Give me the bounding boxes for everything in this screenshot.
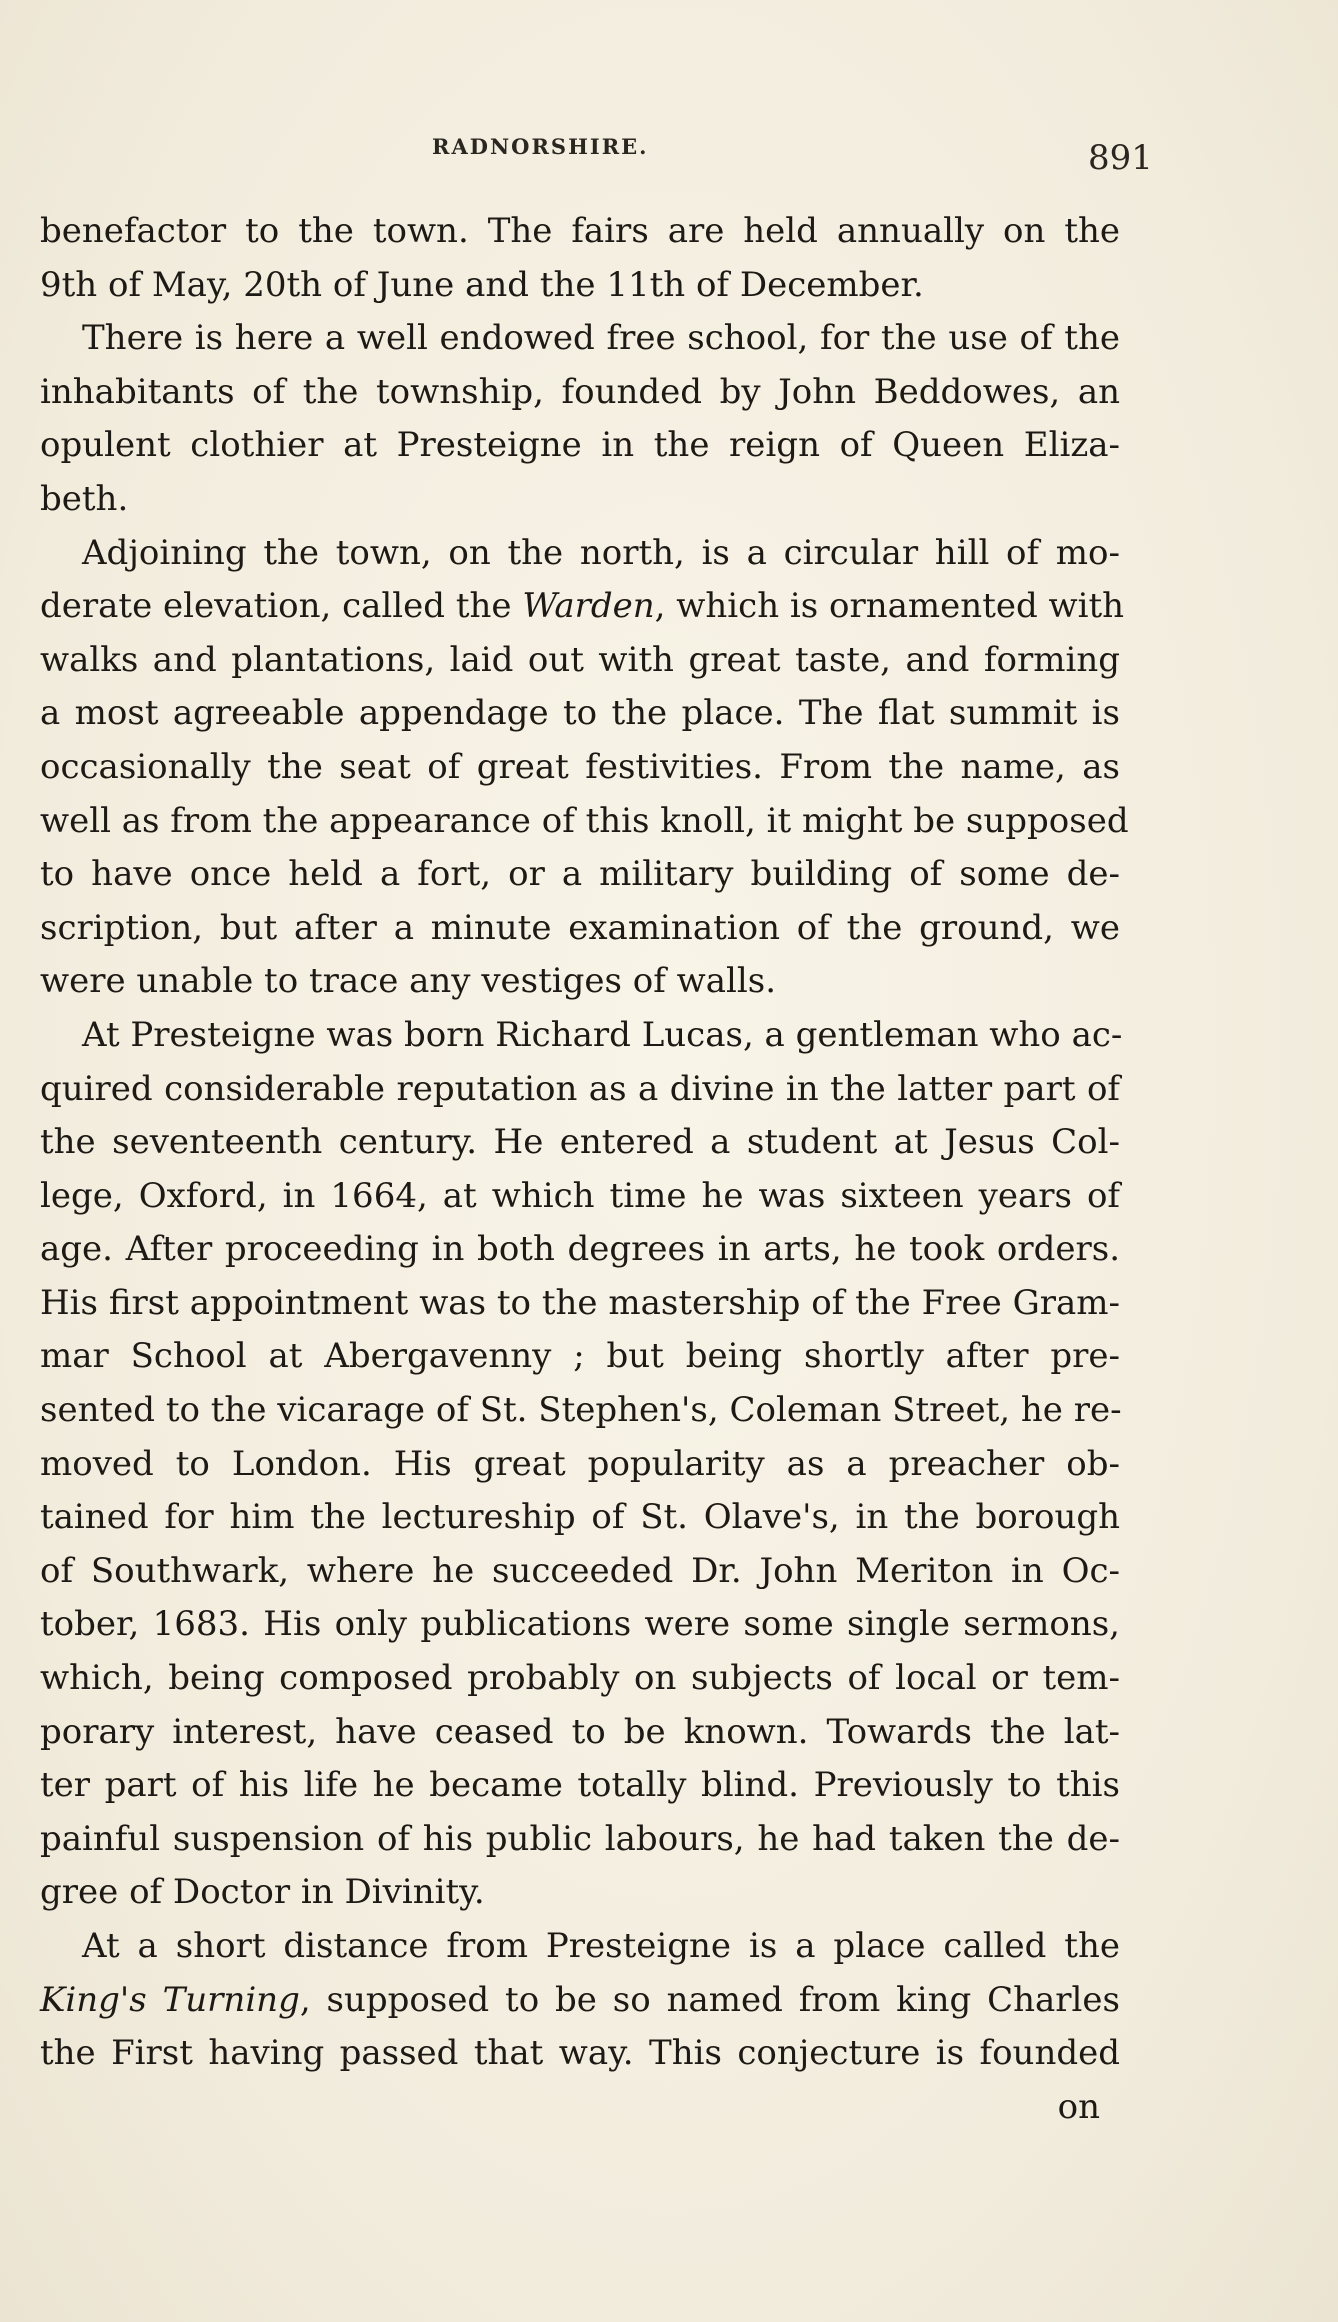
text-line: were unable to trace any vestiges of walls. xyxy=(40,961,777,1002)
text-line: gree of Doctor in Divinity. xyxy=(40,1872,485,1913)
text-line: walks and plantations, laid out with great taste, and forming xyxy=(40,639,1120,680)
catchword: on xyxy=(1057,2086,1100,2127)
text-line: tober, 1683. His only publications were some single sermons, xyxy=(40,1604,1120,1645)
text-run: , supposed to be so named from king Charles xyxy=(299,1979,1120,2020)
text-line: quired considerable reputation as a divine in the latter part of xyxy=(40,1068,1120,1109)
text-line: a most agreeable appendage to the place. The flat summit is xyxy=(40,693,1120,734)
text-line: At Presteigne was born Richard Lucas, a gentleman who ac- xyxy=(82,1014,1123,1055)
body-text xyxy=(40,205,1129,2134)
text-line xyxy=(40,1974,1120,2028)
running-title: RADNORSHIRE. xyxy=(432,134,649,159)
text-line: His first appointment was to the mastership of the Free Gram- xyxy=(40,1282,1120,1323)
text-line: painful suspension of his public labours, he had taken the de- xyxy=(40,1818,1120,1859)
text-line: well as from the appearance of this knoll, it might be supposed xyxy=(40,800,1129,841)
italic-place-name: Warden xyxy=(522,586,655,627)
text-line: beth. xyxy=(40,478,129,519)
text-line: of Southwark, where he succeeded Dr. John Meriton in Oc- xyxy=(40,1550,1120,1591)
text-line: lege, Oxford, in 1664, at which time he was sixteen years of xyxy=(40,1175,1120,1216)
text-line: moved to London. His great popularity as a preacher ob- xyxy=(40,1443,1120,1484)
text-line: tained for him the lectureship of St. Olave's, in the borough xyxy=(40,1497,1120,1538)
text-line xyxy=(40,580,1125,634)
italic-place-name: King's Turning xyxy=(40,1979,300,2020)
text-run: , which is ornamented with xyxy=(654,586,1125,627)
text-line: mar School at Abergavenny ; but being shortly after pre- xyxy=(40,1336,1120,1377)
text-line: ter part of his life he became totally blind. Previously to this xyxy=(40,1765,1120,1806)
text-run: derate elevation, called the xyxy=(40,586,523,627)
text-line: age. After proceeding in both degrees in arts, he took orders. xyxy=(40,1229,1120,1270)
text-line: 9th of May, 20th of June and the 11th of December. xyxy=(40,264,924,305)
text-line: scription, but after a minute examination of the ground, we xyxy=(40,907,1120,948)
text-line: At a short distance from Presteigne is a place called the xyxy=(82,1926,1120,1966)
text-line: inhabitants of the township, founded by John Beddowes, an xyxy=(40,371,1120,412)
text-line: which, being composed probably on subjects of local or tem- xyxy=(40,1658,1120,1699)
text-line: There is here a well endowed free school, for the use of the xyxy=(82,318,1120,359)
text-line: occasionally the seat of great festivities. From the name, as xyxy=(40,746,1120,787)
page-number: 891 xyxy=(1088,138,1153,178)
text-line: the First having passed that way. This conjecture is founded xyxy=(40,2033,1120,2074)
text-line: sented to the vicarage of St. Stephen's, Coleman Street, he re- xyxy=(40,1390,1122,1431)
text-line: porary interest, have ceased to be known. Towards the lat- xyxy=(40,1711,1120,1752)
text-line: benefactor to the town. The fairs are held annually on the xyxy=(40,211,1120,251)
text-line: to have once held a fort, or a military building of some de- xyxy=(40,854,1120,895)
text-line: Adjoining the town, on the north, is a circular hill of mo- xyxy=(82,532,1120,573)
text-line: the seventeenth century. He entered a student at Jesus Col- xyxy=(40,1122,1120,1163)
text-line: opulent clothier at Presteigne in the reign of Queen Eliza- xyxy=(40,425,1120,466)
